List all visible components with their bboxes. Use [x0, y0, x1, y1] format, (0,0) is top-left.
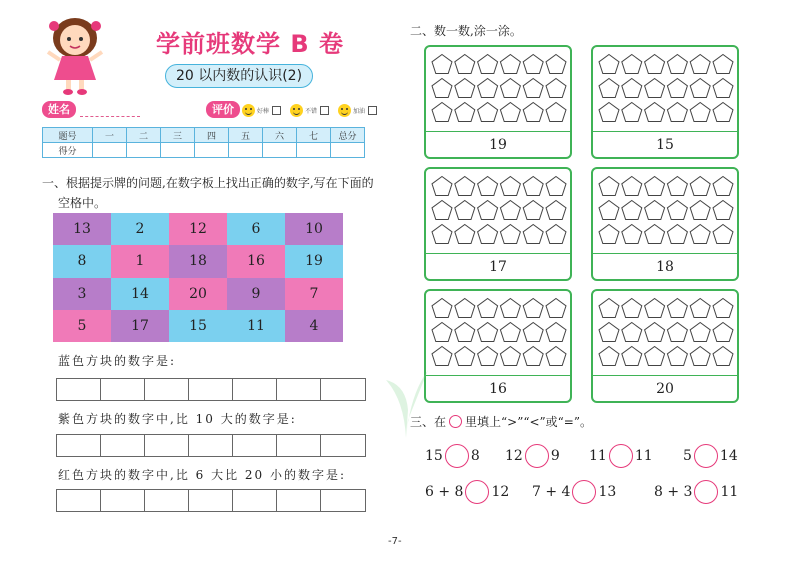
comparison-right: 9 [550, 448, 560, 464]
section-two-title: 二、数一数,涂一涂。 [410, 24, 522, 38]
answer-box[interactable] [321, 379, 365, 400]
pentagon-icon[interactable] [599, 225, 619, 244]
score-cell[interactable] [263, 143, 297, 158]
board-cell: 9 [227, 278, 285, 310]
pentagon-icon[interactable] [432, 103, 452, 122]
pentagon-icon[interactable] [500, 299, 520, 318]
pentagon-icon[interactable] [667, 347, 687, 366]
pentagon-icon[interactable] [478, 103, 498, 122]
score-cell[interactable] [297, 143, 331, 158]
pentagon-icon[interactable] [690, 225, 710, 244]
pentagon-icon[interactable] [478, 299, 498, 318]
pentagon-icon[interactable] [500, 55, 520, 74]
board-cell: 6 [227, 213, 285, 245]
comparison-left: 15 [425, 448, 443, 464]
board-cell: 2 [111, 213, 169, 245]
answer-circle[interactable] [609, 444, 633, 468]
comparison-right: 12 [491, 484, 510, 500]
pentagon-icon[interactable] [622, 103, 642, 122]
girl-illustration [40, 12, 110, 98]
comparison-left: 7 + 4 [532, 484, 571, 500]
pentagon-icon[interactable] [622, 299, 642, 318]
answer-box[interactable] [189, 379, 233, 400]
section-one-instructions [42, 173, 392, 213]
pentagon-icon[interactable] [455, 323, 475, 342]
answer-circle[interactable] [694, 444, 718, 468]
pentagon-icon[interactable] [500, 177, 520, 196]
answer-box[interactable] [57, 490, 101, 511]
pentagon-icon[interactable] [523, 103, 543, 122]
answer-box[interactable] [101, 435, 145, 456]
pentagon-icon[interactable] [478, 347, 498, 366]
comparison-right: 14 [719, 448, 738, 464]
pentagon-icon[interactable] [622, 55, 642, 74]
board-cell: 8 [53, 245, 111, 277]
comparison-item [505, 444, 560, 468]
pentagon-icon[interactable] [478, 201, 498, 220]
board-cell: 11 [227, 310, 285, 342]
pentagon-icon[interactable] [455, 201, 475, 220]
pentagon-panel [424, 167, 572, 281]
pentagon-icon[interactable] [713, 79, 733, 98]
comparison-left: 12 [505, 448, 523, 464]
pentagon-icon[interactable] [690, 103, 710, 122]
pentagon-icon[interactable] [546, 299, 566, 318]
pentagon-icon[interactable] [546, 177, 566, 196]
score-row-label: 得分 [43, 143, 93, 158]
pentagon-panel [424, 289, 572, 403]
score-header-cell: 四 [195, 128, 229, 143]
pentagon-icon[interactable] [713, 201, 733, 220]
answer-circle[interactable] [525, 444, 549, 468]
answer-box[interactable] [189, 435, 233, 456]
score-table-header-row [43, 128, 365, 143]
pentagon-icon[interactable] [645, 177, 665, 196]
answer-circle[interactable] [445, 444, 469, 468]
score-cell[interactable] [127, 143, 161, 158]
board-cell: 7 [285, 278, 343, 310]
pentagon-icon[interactable] [667, 201, 687, 220]
pentagon-icon[interactable] [599, 55, 619, 74]
pentagon-icon[interactable] [599, 103, 619, 122]
section-one-line1: 一、根据提示牌的问题,在数字板上找出正确的数字,写在下面的 [42, 176, 374, 190]
pentagons-group[interactable] [430, 53, 568, 125]
name-label: 姓名 [42, 101, 76, 118]
answer-box[interactable] [145, 435, 189, 456]
pentagon-icon[interactable] [622, 347, 642, 366]
pentagon-icon[interactable] [478, 225, 498, 244]
pentagon-icon[interactable] [478, 55, 498, 74]
pentagon-icon[interactable] [690, 323, 710, 342]
pentagon-icon[interactable] [667, 225, 687, 244]
pentagon-icon[interactable] [622, 225, 642, 244]
pentagon-icon[interactable] [645, 347, 665, 366]
pentagon-icon[interactable] [667, 177, 687, 196]
pentagon-icon[interactable] [645, 299, 665, 318]
rating-good [290, 103, 329, 117]
rating-great [242, 103, 281, 117]
board-cell: 18 [169, 245, 227, 277]
pentagon-icon[interactable] [667, 55, 687, 74]
pentagon-icon[interactable] [713, 225, 733, 244]
score-header-cell: 一 [93, 128, 127, 143]
pentagon-icon[interactable] [523, 55, 543, 74]
answer-box[interactable] [233, 435, 277, 456]
pentagon-icon[interactable] [690, 55, 710, 74]
pentagon-icon[interactable] [713, 347, 733, 366]
pentagon-icon[interactable] [432, 55, 452, 74]
pentagon-icon[interactable] [523, 177, 543, 196]
pentagon-icon[interactable] [690, 177, 710, 196]
answer-box[interactable] [145, 490, 189, 511]
rating-label: 加油 [353, 107, 366, 115]
pentagon-icon[interactable] [500, 103, 520, 122]
smiley-icon [290, 104, 303, 117]
pentagon-icon[interactable] [455, 79, 475, 98]
pentagon-icon[interactable] [667, 79, 687, 98]
pentagon-target-number: 16 [426, 375, 570, 401]
pentagons-group[interactable] [597, 175, 735, 247]
answer-box[interactable] [101, 490, 145, 511]
answer-box[interactable] [233, 379, 277, 400]
pentagon-icon[interactable] [455, 225, 475, 244]
pentagon-icon[interactable] [500, 347, 520, 366]
pentagons-group[interactable] [597, 297, 735, 369]
pentagon-icon[interactable] [546, 225, 566, 244]
answer-box[interactable] [233, 490, 277, 511]
score-header-cell: 二 [127, 128, 161, 143]
pentagon-icon[interactable] [523, 347, 543, 366]
pentagon-target-number: 20 [593, 375, 737, 401]
pentagon-icon[interactable] [645, 79, 665, 98]
page-subtitle: 20 以内数的认识(2) [165, 64, 313, 88]
pentagon-icon[interactable] [690, 201, 710, 220]
pentagon-icon[interactable] [713, 177, 733, 196]
pentagon-icon[interactable] [523, 299, 543, 318]
comparison-left: 11 [589, 448, 607, 464]
answer-box[interactable] [321, 435, 365, 456]
pentagon-icon[interactable] [713, 299, 733, 318]
pentagon-icon[interactable] [645, 323, 665, 342]
page-number: -7- [388, 536, 402, 547]
pentagon-icon[interactable] [690, 79, 710, 98]
comparison-right: 11 [634, 448, 653, 464]
pentagon-icon[interactable] [622, 323, 642, 342]
comparison-item [683, 444, 738, 468]
comparison-item [425, 480, 509, 504]
pentagon-icon[interactable] [546, 79, 566, 98]
answer-circle[interactable] [465, 480, 489, 504]
pentagon-icon[interactable] [478, 177, 498, 196]
score-header-cell: 五 [229, 128, 263, 143]
page-title: 学前班数学 B 卷 [155, 30, 344, 58]
answer-box[interactable] [57, 435, 101, 456]
pentagon-icon[interactable] [667, 323, 687, 342]
prompt-red: 红色方块的数字中,比 6 大比 20 小的数字是: [58, 468, 347, 482]
answer-box[interactable] [277, 490, 321, 511]
board-cell: 3 [53, 278, 111, 310]
answer-boxes-red[interactable] [56, 489, 366, 512]
pentagon-icon[interactable] [599, 201, 619, 220]
pentagon-icon[interactable] [432, 323, 452, 342]
board-cell: 13 [53, 213, 111, 245]
pentagon-panel [424, 45, 572, 159]
comparison-item [589, 444, 653, 468]
board-cell: 15 [169, 310, 227, 342]
number-board [53, 213, 343, 342]
rating-keepgoing [338, 103, 377, 117]
pentagon-panel [591, 167, 739, 281]
pentagon-icon[interactable] [546, 55, 566, 74]
pentagon-icon[interactable] [455, 177, 475, 196]
pentagon-icon[interactable] [546, 323, 566, 342]
score-header-cell: 总分 [331, 128, 365, 143]
pentagon-target-number: 18 [593, 253, 737, 279]
pentagon-icon[interactable] [599, 299, 619, 318]
pentagon-icon[interactable] [645, 55, 665, 74]
answer-box[interactable] [277, 435, 321, 456]
pentagon-icon[interactable] [455, 347, 475, 366]
board-cell: 10 [285, 213, 343, 245]
pentagon-icon[interactable] [432, 177, 452, 196]
rating-checkbox[interactable] [320, 106, 329, 115]
board-cell: 17 [111, 310, 169, 342]
pentagon-icon[interactable] [645, 201, 665, 220]
pentagon-icon[interactable] [667, 103, 687, 122]
score-cell[interactable] [161, 143, 195, 158]
pentagon-icon[interactable] [713, 103, 733, 122]
comparison-item [425, 444, 480, 468]
pentagon-icon[interactable] [690, 347, 710, 366]
pentagon-icon[interactable] [690, 299, 710, 318]
pentagon-target-number: 15 [593, 131, 737, 157]
score-cell[interactable] [229, 143, 263, 158]
pentagon-icon[interactable] [523, 323, 543, 342]
pentagon-icon[interactable] [546, 103, 566, 122]
pentagon-icon[interactable] [455, 103, 475, 122]
section-three-title-before: 三、在 [410, 415, 447, 429]
score-header-cell: 七 [297, 128, 331, 143]
board-cell: 4 [285, 310, 343, 342]
section-one-line2: 空格中。 [58, 196, 107, 210]
section-three-title-after: 里填上“>”“<”或“=”。 [465, 415, 592, 429]
comparison-right: 8 [470, 448, 480, 464]
pentagon-icon[interactable] [599, 347, 619, 366]
rating-label: 不错 [305, 107, 318, 115]
board-cell: 19 [285, 245, 343, 277]
pentagon-icon[interactable] [500, 79, 520, 98]
pentagon-icon[interactable] [713, 55, 733, 74]
pentagon-icon[interactable] [645, 225, 665, 244]
board-cell: 20 [169, 278, 227, 310]
answer-box[interactable] [145, 379, 189, 400]
pentagon-icon[interactable] [432, 201, 452, 220]
eval-label: 评价 [206, 101, 240, 118]
pentagons-group[interactable] [430, 297, 568, 369]
rating-checkbox[interactable] [272, 106, 281, 115]
board-cell: 1 [111, 245, 169, 277]
pentagon-icon[interactable] [432, 225, 452, 244]
score-cell[interactable] [195, 143, 229, 158]
answer-box[interactable] [189, 490, 233, 511]
answer-circle[interactable] [572, 480, 596, 504]
pentagon-icon[interactable] [478, 323, 498, 342]
prompt-purple: 紫色方块的数字中,比 10 大的数字是: [58, 412, 297, 426]
section-three-title [410, 413, 592, 430]
pentagon-icon[interactable] [622, 79, 642, 98]
pentagon-icon[interactable] [500, 323, 520, 342]
board-cell: 14 [111, 278, 169, 310]
score-table-score-row [43, 143, 365, 158]
score-table [42, 127, 365, 158]
answer-box[interactable] [321, 490, 365, 511]
pentagon-icon[interactable] [500, 225, 520, 244]
score-header-cell: 三 [161, 128, 195, 143]
pentagon-icon[interactable] [546, 201, 566, 220]
score-cell[interactable] [93, 143, 127, 158]
pentagon-icon[interactable] [523, 225, 543, 244]
pentagon-target-number: 17 [426, 253, 570, 279]
pentagon-icon[interactable] [622, 177, 642, 196]
pentagon-icon[interactable] [599, 177, 619, 196]
pentagon-panel [591, 45, 739, 159]
answer-box[interactable] [277, 379, 321, 400]
comparison-item [654, 480, 738, 504]
pentagon-panel [591, 289, 739, 403]
comparison-right: 13 [598, 484, 617, 500]
pentagon-icon[interactable] [523, 79, 543, 98]
score-cell[interactable] [331, 143, 365, 158]
pentagon-icon[interactable] [546, 347, 566, 366]
pentagon-icon[interactable] [455, 299, 475, 318]
rating-checkbox[interactable] [368, 106, 377, 115]
score-header-cell: 题号 [43, 128, 93, 143]
pentagon-icon[interactable] [455, 55, 475, 74]
name-field[interactable] [80, 116, 140, 117]
pentagons-group[interactable] [597, 53, 735, 125]
board-cell: 5 [53, 310, 111, 342]
comparison-right: 11 [720, 484, 739, 500]
pentagon-icon[interactable] [622, 201, 642, 220]
circle-icon [449, 415, 462, 428]
comparison-left: 5 [683, 448, 692, 464]
pentagon-icon[interactable] [713, 323, 733, 342]
answer-box[interactable] [101, 379, 145, 400]
answer-box[interactable] [57, 379, 101, 400]
comparison-left: 6 + 8 [425, 484, 464, 500]
comparison-item [532, 480, 616, 504]
pentagon-icon[interactable] [432, 299, 452, 318]
pentagon-icon[interactable] [667, 299, 687, 318]
smiley-icon [338, 104, 351, 117]
pentagon-icon[interactable] [500, 201, 520, 220]
answer-boxes-purple[interactable] [56, 434, 366, 457]
rating-label: 好棒 [257, 107, 270, 115]
smiley-icon [242, 104, 255, 117]
pentagon-icon[interactable] [645, 103, 665, 122]
pentagon-icon[interactable] [478, 79, 498, 98]
answer-boxes-blue[interactable] [56, 378, 366, 401]
pentagon-icon[interactable] [523, 201, 543, 220]
pentagon-target-number: 19 [426, 131, 570, 157]
comparison-left: 8 + 3 [654, 484, 693, 500]
prompt-blue: 蓝色方块的数字是: [58, 354, 177, 368]
pentagons-group[interactable] [430, 175, 568, 247]
board-cell: 12 [169, 213, 227, 245]
pentagon-icon[interactable] [599, 79, 619, 98]
pentagon-icon[interactable] [599, 323, 619, 342]
score-header-cell: 六 [263, 128, 297, 143]
pentagon-icon[interactable] [432, 79, 452, 98]
answer-circle[interactable] [694, 480, 718, 504]
board-cell: 16 [227, 245, 285, 277]
